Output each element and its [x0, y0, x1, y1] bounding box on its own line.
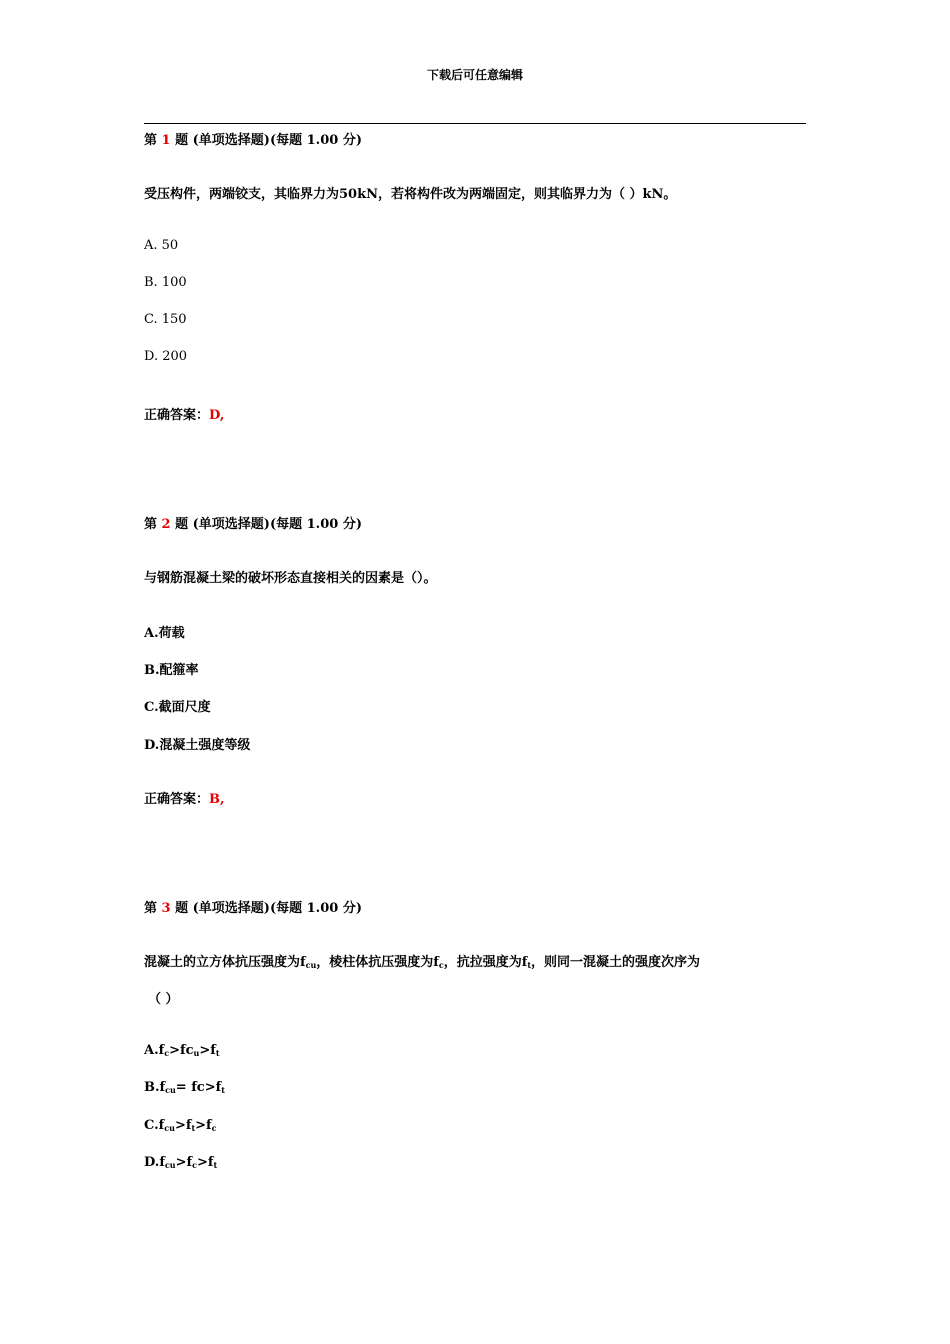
option-text: >f — [195, 1118, 212, 1133]
question-3-text-line2: （ ） — [148, 992, 179, 1007]
answer-label: 正确答案： — [144, 792, 210, 807]
question-number: 2 — [161, 517, 171, 532]
question-prefix: 第 — [144, 133, 158, 148]
option-text: >f — [199, 1043, 216, 1058]
option-text: = fc>f — [175, 1080, 222, 1095]
subscript: t — [191, 1123, 196, 1133]
question-number: 3 — [161, 901, 171, 916]
option-text: >f — [197, 1155, 214, 1170]
text-segment: ，棱柱体抗压强度为f — [316, 955, 439, 970]
option-text: D.f — [144, 1155, 165, 1170]
question-type: 题 (单项选择题)(每题 1.00 分) — [175, 517, 362, 532]
question-number: 1 — [161, 133, 171, 148]
question-3-option-a — [144, 1043, 220, 1058]
text-segment: ，抗拉强度为f — [443, 955, 528, 970]
question-3-option-c — [144, 1118, 217, 1133]
question-2-option-b: B.配箍率 — [144, 663, 199, 678]
subscript: c — [192, 1160, 197, 1170]
option-text: B.f — [144, 1080, 166, 1095]
question-1-heading — [144, 129, 362, 148]
question-3-heading — [144, 897, 362, 916]
question-1-option-a: A. 50 — [144, 238, 179, 253]
question-1-text: 受压构件，两端铰支，其临界力为50kN，若将构件改为两端固定，则其临界力为（ ）kN。 — [144, 187, 677, 202]
question-1-option-c: C. 150 — [144, 312, 187, 327]
subscript: t — [221, 1085, 225, 1095]
subscript: t — [527, 960, 532, 970]
question-2-option-a: A.荷载 — [144, 626, 185, 641]
answer-value: D, — [209, 408, 225, 423]
page-header: 下载后可任意编辑 — [426, 68, 523, 82]
option-text: C.f — [144, 1118, 165, 1133]
subscript: c — [438, 960, 444, 970]
subscript: cu — [165, 1085, 176, 1095]
question-2-option-c: C.截面尺度 — [144, 700, 211, 715]
subscript: cu — [164, 1123, 175, 1133]
subscript: c — [164, 1048, 170, 1058]
text-segment: ，则同一混凝土的强度次序为 — [531, 955, 701, 970]
question-2-answer — [144, 788, 225, 807]
subscript: t — [215, 1048, 220, 1058]
question-1-option-d: D. 200 — [144, 349, 188, 364]
question-2-heading — [144, 513, 362, 532]
question-1-answer — [144, 404, 224, 423]
question-type: 题 (单项选择题)(每题 1.00 分) — [175, 901, 362, 916]
question-2-option-d: D.混凝土强度等级 — [144, 738, 251, 753]
question-2-text: 与钢筋混凝土梁的破坏形态直接相关的因素是（）。 — [144, 571, 437, 586]
subscript: t — [213, 1160, 218, 1170]
question-1-option-b: B. 100 — [144, 275, 187, 290]
subscript: c — [211, 1123, 217, 1133]
subscript: cu — [305, 960, 317, 970]
answer-value: B, — [209, 792, 225, 807]
question-prefix: 第 — [144, 901, 158, 916]
option-text: >fc — [169, 1043, 194, 1058]
option-text: A.f — [144, 1043, 165, 1058]
text-segment: 混凝土的立方体抗压强度为f — [144, 955, 306, 970]
question-3-text — [144, 951, 700, 970]
option-text: >f — [174, 1118, 192, 1133]
question-prefix: 第 — [144, 517, 158, 532]
question-3-option-b — [144, 1080, 225, 1095]
question-type: 题 (单项选择题)(每题 1.00 分) — [175, 133, 362, 148]
question-3-option-d — [144, 1155, 217, 1170]
answer-label: 正确答案： — [144, 408, 210, 423]
header-divider — [144, 123, 806, 124]
subscript: u — [193, 1048, 200, 1058]
option-text: >f — [175, 1155, 193, 1170]
subscript: cu — [164, 1160, 176, 1170]
